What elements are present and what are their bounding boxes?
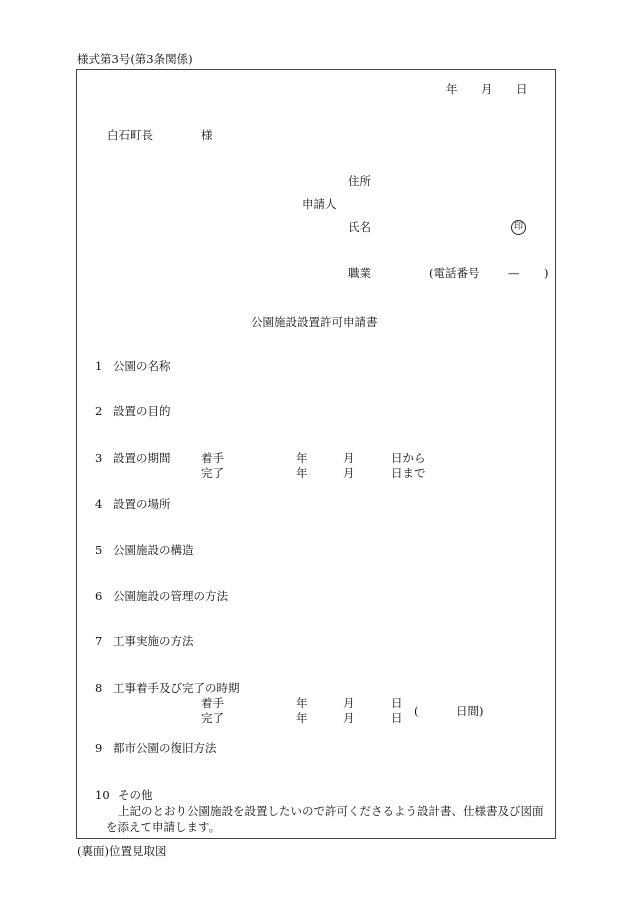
date-year-label: 年 — [446, 82, 458, 96]
addressee-name: 白石町長 — [107, 128, 153, 142]
form-title: 公園施設設置許可申請書 — [251, 315, 378, 329]
item-4-label: 設置の場所 — [113, 497, 171, 511]
item-2-number: 2 — [95, 404, 103, 418]
item-4-number: 4 — [95, 497, 103, 511]
seal-mark: 印 — [511, 220, 526, 235]
statement-line-2: を添えて申請します。 — [106, 820, 221, 834]
item-3-number: 3 — [95, 451, 103, 465]
occupation-label: 職業 — [348, 266, 371, 280]
duration-label: 日間) — [456, 704, 484, 718]
item-1-label: 公園の名称 — [113, 359, 171, 373]
item-5-label: 公園施設の構造 — [113, 543, 194, 557]
period-end-month: 月 — [343, 466, 355, 480]
period-end-day: 日まで — [391, 466, 426, 480]
construction-start-day: 日 — [391, 696, 403, 710]
construction-end-month: 月 — [343, 711, 355, 725]
footer-note: (裏面)位置見取図 — [77, 844, 167, 858]
form-number: 様式第3号(第3条関係) — [77, 52, 193, 66]
item-10-number: 10 — [95, 788, 110, 802]
construction-start-year: 年 — [296, 696, 308, 710]
item-8-label: 工事着手及び完了の時期 — [113, 681, 240, 695]
item-7-number: 7 — [95, 634, 103, 648]
address-label: 住所 — [348, 174, 371, 188]
item-9-label: 都市公園の復旧方法 — [113, 741, 217, 755]
item-2-label: 設置の目的 — [113, 404, 171, 418]
phone-label: (電話番号 — [429, 266, 480, 280]
duration-paren-open: ( — [414, 704, 419, 718]
applicant-label: 申請人 — [302, 197, 337, 211]
construction-start-label: 着手 — [201, 696, 224, 710]
construction-end-year: 年 — [296, 711, 308, 725]
construction-start-month: 月 — [343, 696, 355, 710]
item-6-number: 6 — [95, 589, 103, 603]
phone-close: ) — [544, 266, 549, 280]
phone-dash: — — [508, 266, 520, 280]
construction-end-label: 完了 — [201, 711, 224, 725]
construction-end-day: 日 — [391, 711, 403, 725]
item-10-label: その他 — [118, 788, 153, 802]
period-end-year: 年 — [296, 466, 308, 480]
date-day-label: 日 — [516, 82, 528, 96]
period-end-label: 完了 — [201, 466, 224, 480]
name-label: 氏名 — [348, 220, 371, 234]
period-start-year: 年 — [296, 451, 308, 465]
item-9-number: 9 — [95, 741, 103, 755]
item-8-number: 8 — [95, 681, 103, 695]
item-6-label: 公園施設の管理の方法 — [113, 589, 228, 603]
date-month-label: 月 — [481, 82, 493, 96]
period-start-day: 日から — [391, 451, 426, 465]
item-3-label: 設置の期間 — [113, 451, 171, 465]
period-start-month: 月 — [343, 451, 355, 465]
addressee-honorific: 様 — [201, 128, 213, 142]
item-5-number: 5 — [95, 543, 103, 557]
item-1-number: 1 — [95, 359, 103, 373]
period-start-label: 着手 — [201, 451, 224, 465]
item-7-label: 工事実施の方法 — [113, 634, 194, 648]
statement-line-1: 上記のとおり公園施設を設置したいので許可くださるよう設計書、仕様書及び図面 — [118, 804, 544, 818]
